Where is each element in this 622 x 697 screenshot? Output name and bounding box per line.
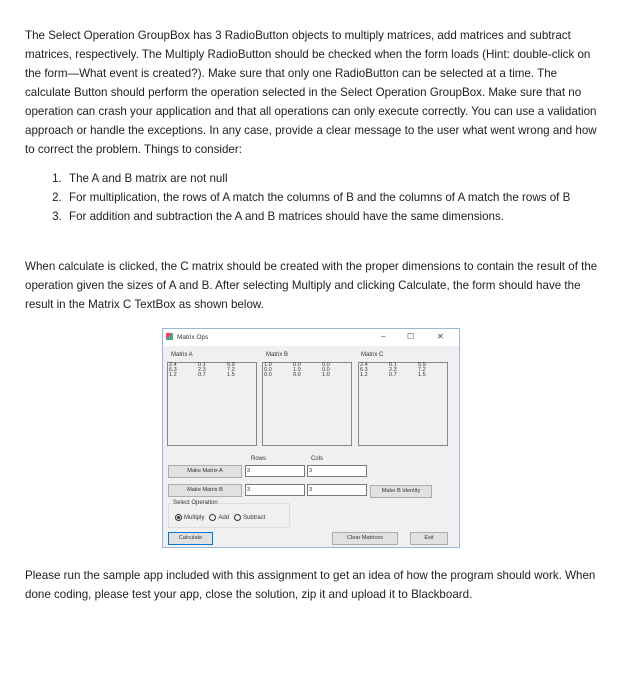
matrix-cell: 5.9 (418, 362, 426, 368)
radio-unchecked-icon (234, 514, 241, 521)
make-b-identity-button[interactable]: Make B Identity (370, 485, 432, 498)
minimize-button[interactable]: – (381, 332, 386, 341)
rows-label: Rows (251, 456, 267, 462)
matrix-cell: 0.0 (293, 362, 301, 368)
considerations-list (25, 169, 600, 226)
matrix-cell: 5.9 (227, 362, 235, 368)
cols-label: Cols (311, 456, 324, 462)
matrix-cell: 7.2 (227, 367, 235, 374)
matrix-cell: 0.7 (198, 372, 206, 379)
clear-matrices-button[interactable]: Clear Matrices (332, 532, 398, 545)
radio-label: Subtract (243, 515, 266, 522)
list-item: 2. For multiplication, the rows of A match the columns of B and the columns of A match the rows of B (65, 188, 600, 207)
matrix-row (359, 373, 447, 378)
matrix-cell: 0.7 (389, 372, 397, 379)
matrix-cell: 7.2 (418, 367, 426, 374)
matrix-cell: 2.3 (389, 367, 397, 374)
make-matrix-a-button[interactable]: Make Matrix A (168, 465, 242, 478)
matrix-cell: 1.0 (264, 362, 272, 368)
radio-label: Add (218, 515, 230, 522)
matrix-cell: 0.1 (389, 362, 397, 368)
matrix-b-label: Matrix B (266, 352, 289, 358)
matrix-cell: 2.4 (169, 362, 177, 368)
matrix-c-label: Matrix C (361, 352, 384, 358)
app-icon (166, 333, 173, 340)
select-operation-group (168, 500, 290, 528)
make-matrix-b-button[interactable]: Make Matrix B (168, 484, 242, 497)
close-button[interactable]: ✕ (437, 332, 444, 341)
matrix-cell: 0.0 (322, 367, 330, 374)
matrix-b-textbox[interactable] (262, 362, 352, 446)
radio-unchecked-icon (209, 514, 216, 521)
matrix-cell: 0.0 (322, 362, 330, 368)
matrix-cell: 0.0 (264, 372, 272, 379)
matrix-ops-window (162, 328, 460, 548)
matrix-cell: 0.1 (198, 362, 206, 368)
group-label: Select Operation (173, 500, 218, 506)
a-rows-input[interactable]: 3 (245, 465, 305, 477)
b-rows-input[interactable]: 3 (245, 484, 305, 496)
title-bar (163, 329, 459, 346)
a-cols-input[interactable]: 3 (307, 465, 367, 477)
matrix-cell: 6.3 (360, 367, 368, 374)
matrix-a-textbox[interactable] (167, 362, 257, 446)
closing-paragraph: Please run the sample app included with this assignment to get an idea of how the program should work. When done coding, please test your app, close the solution, zip it and upload it to Blackboard. (25, 569, 596, 601)
matrix-cell: 1.0 (293, 367, 301, 374)
matrix-cell: 1.5 (418, 372, 426, 379)
list-item: 1. The A and B matrix are not null (65, 169, 600, 188)
matrix-cell: 2.4 (360, 362, 368, 368)
list-item: 3. For addition and subtraction the A and B matrices should have the same dimensions. (65, 207, 600, 226)
radio-label: Multiply (184, 515, 205, 522)
matrix-cell: 1.0 (322, 372, 330, 379)
matrix-row (263, 373, 351, 378)
matrix-cell: 0.0 (264, 367, 272, 374)
calculate-button[interactable]: Calculate (168, 532, 213, 545)
matrix-cell: 6.3 (169, 367, 177, 374)
matrix-c-textbox[interactable] (358, 362, 448, 446)
matrix-cell: 0.0 (293, 372, 301, 379)
radio-multiply[interactable] (175, 515, 204, 521)
intro-paragraph: The Select Operation GroupBox has 3 RadioButton objects to multiply matrices, add matrices and subtract matrices, respectively. The Multiply RadioButton should be checked when the form loads (Hint: double-click on the form—What event is created?). Make sure that only one RadioButton can be selected at a time. The calculate Button should perform the operation selected in the Select Operation GroupBox. Make sure that no operation can crash your application and that all operations can only execute correctly. You can use a validation approach or handle the exceptions. In any case, provide a clear message to the user what went wrong and how to correct the problem. Things to consider: (25, 29, 597, 156)
radio-subtract[interactable] (234, 515, 265, 521)
calculate-paragraph: When calculate is clicked, the C matrix should be created with the proper dimensions to contain the result of the operation given the sizes of A and B. After selecting Multiply and clicking Calculate, the form should have the result in the Matrix C TextBox as shown below. (25, 260, 598, 311)
matrix-cell: 1.2 (360, 372, 368, 379)
exit-button[interactable]: Exit (410, 532, 448, 545)
window-title: Matrix Ops (177, 334, 209, 341)
matrix-cell: 1.2 (169, 372, 177, 379)
maximize-button[interactable]: ☐ (407, 332, 415, 341)
radio-checked-icon (175, 514, 182, 521)
matrix-cell: 2.3 (198, 367, 206, 374)
b-cols-input[interactable]: 3 (307, 484, 367, 496)
matrix-a-label: Matrix A (171, 352, 193, 358)
matrix-cell: 1.5 (227, 372, 235, 379)
radio-add[interactable] (209, 515, 229, 521)
matrix-row (168, 373, 256, 378)
